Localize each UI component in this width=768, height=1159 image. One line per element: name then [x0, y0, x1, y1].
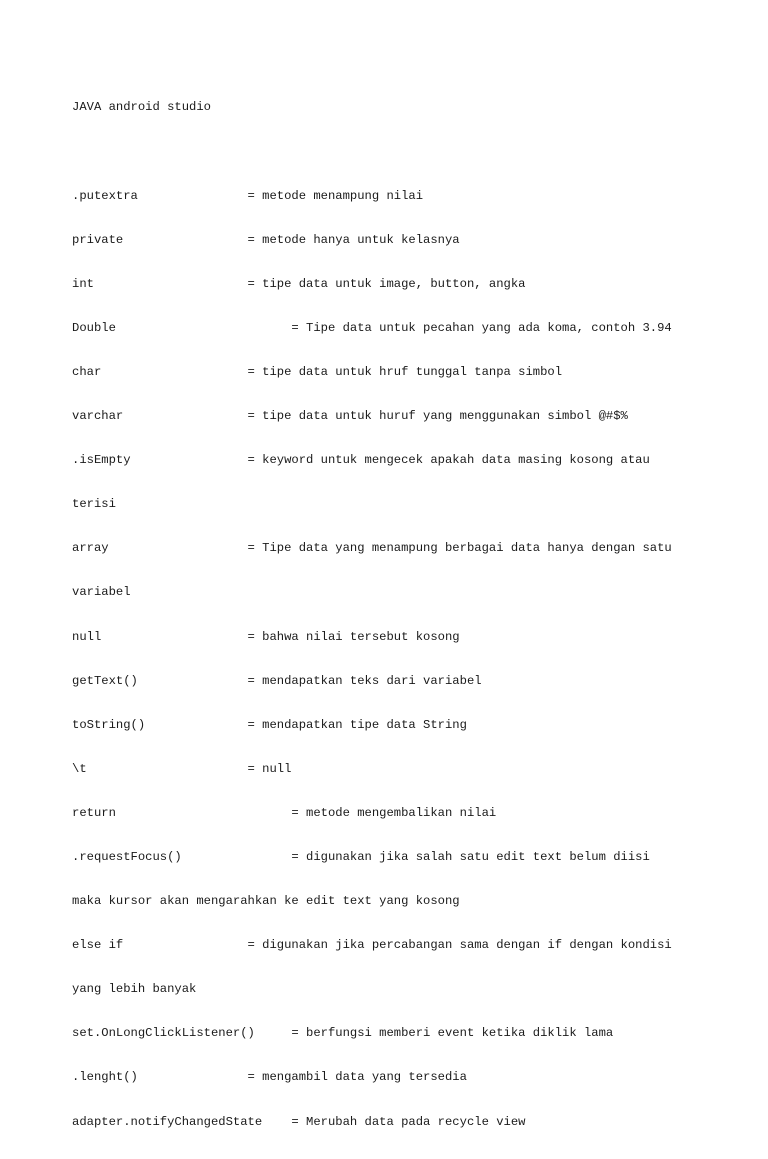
text-line: getText() = mendapatkan teks dari variabel: [72, 673, 482, 688]
blank-line: [72, 145, 672, 160]
text-line: variabel: [72, 585, 131, 600]
text-line: maka kursor akan mengarahkan ke edit text yang kosong: [72, 894, 460, 909]
text-line: toString() = mendapatkan tipe data String: [72, 717, 467, 732]
text-line: Double = Tipe data untuk pecahan yang ada koma, contoh 3.94: [72, 320, 672, 335]
text-line: .isEmpty = keyword untuk mengecek apakah data masing kosong atau: [72, 453, 650, 468]
text-line: int = tipe data untuk image, button, angka: [72, 276, 526, 291]
text-line: private = metode hanya untuk kelasnya: [72, 232, 460, 247]
text-line: \t = null: [72, 761, 292, 776]
text-line: char = tipe data untuk hruf tunggal tanpa simbol: [72, 364, 563, 379]
text-line: .lenght() = mengambil data yang tersedia: [72, 1070, 467, 1085]
text-line: null = bahwa nilai tersebut kosong: [72, 629, 460, 644]
text-line: return = metode mengembalikan nilai: [72, 805, 497, 820]
text-line: yang lebih banyak: [72, 982, 197, 997]
text-line: .putextra = metode menampung nilai: [72, 188, 424, 203]
document-body: [72, 71, 672, 1159]
document-title: JAVA android studio: [72, 100, 211, 115]
text-line: set.OnLongClickListener() = berfungsi memberi event ketika diklik lama: [72, 1026, 614, 1041]
text-line: adapter.notifyChangedState = Merubah data pada recycle view: [72, 1114, 526, 1129]
text-line: varchar = tipe data untuk huruf yang menggunakan simbol @#$%: [72, 409, 628, 424]
text-line: array = Tipe data yang menampung berbagai data hanya dengan satu: [72, 541, 672, 556]
text-line: else if = digunakan jika percabangan sama dengan if dengan kondisi: [72, 938, 672, 953]
text-line: .requestFocus() = digunakan jika salah satu edit text belum diisi: [72, 850, 650, 864]
text-line: terisi: [72, 497, 116, 512]
